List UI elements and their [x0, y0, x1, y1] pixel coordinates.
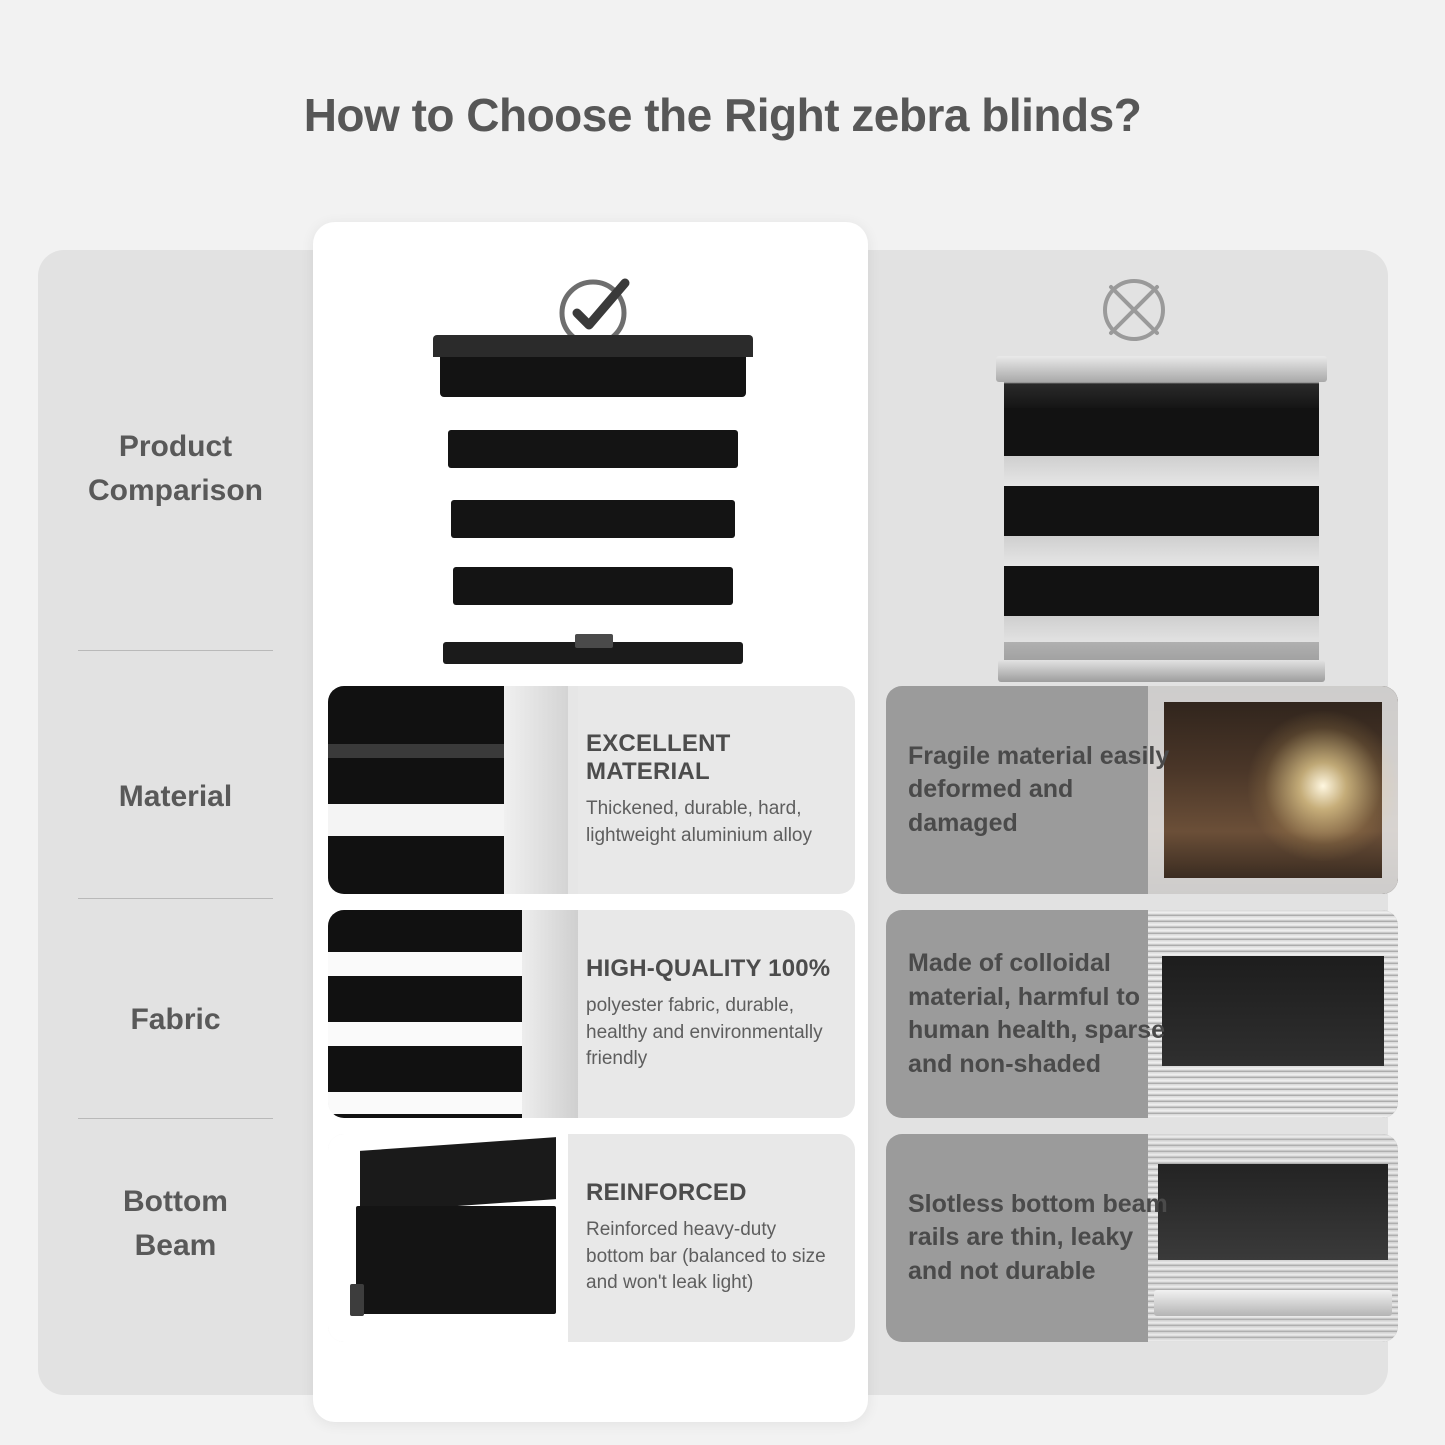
fabric-photo — [328, 910, 568, 1118]
bad-feature-card-material — [886, 686, 1398, 894]
row-label-text: Material — [118, 780, 233, 813]
feature-heading: REINFORCED — [586, 1178, 747, 1206]
label-divider-1 — [78, 650, 273, 651]
fragile-material-photo — [1148, 686, 1398, 894]
row-label-product-comparison — [38, 425, 313, 512]
window-frame — [504, 686, 568, 894]
feature-body: polyester fabric, durable, healthy and environmentally friendly — [586, 994, 823, 1070]
bottom-beam-photo — [328, 1134, 568, 1342]
headrail-top — [433, 335, 753, 357]
bottom-bar-endcap — [350, 1284, 364, 1316]
row-label-text: Bottom Beam — [123, 1185, 228, 1262]
bad-feature-text: Made of colloidal material, harmful to human health, sparse and non-shaded — [908, 949, 1166, 1078]
slotless-bottom-beam-photo — [1148, 1134, 1398, 1342]
label-divider-2 — [78, 898, 273, 899]
feature-heading: HIGH-QUALITY 100% — [586, 954, 831, 982]
good-feature-card-material — [328, 686, 855, 894]
feature-body: Reinforced heavy-duty bottom bar (balanced to size and won't leak light) — [586, 1218, 826, 1294]
blind-panel — [1158, 1164, 1388, 1260]
cross-circle-icon — [1096, 272, 1168, 344]
headrail-body — [440, 357, 746, 397]
bad-feature-card-fabric — [886, 910, 1398, 1118]
bad-feature-text: Fragile material easily deformed and damaged — [908, 741, 1170, 837]
row-label-fabric — [38, 998, 313, 1042]
row-label-text: Fabric — [130, 1003, 221, 1036]
blind-slat — [448, 430, 738, 468]
blind-slat — [453, 567, 733, 605]
bad-feature-card-bottom-beam — [886, 1134, 1398, 1342]
thin-bottom-rail — [1154, 1290, 1392, 1316]
bad-feature-text: Slotless bottom beam rails are thin, leaky and not durable — [908, 1189, 1168, 1285]
feature-body: Thickened, durable, hard, lightweight aluminium alloy — [586, 798, 812, 846]
bottom-bar-handle — [575, 634, 613, 648]
good-feature-card-fabric — [328, 910, 855, 1118]
row-label-text: Product Comparison — [87, 430, 264, 507]
label-divider-3 — [78, 1118, 273, 1119]
bottom-bar-lower — [356, 1206, 556, 1314]
row-label-bottom-beam — [38, 1180, 313, 1267]
good-feature-card-bottom-beam — [328, 1134, 855, 1342]
check-mark-icon — [553, 267, 625, 339]
blind-slat — [451, 500, 735, 538]
good-product-illustration — [393, 335, 793, 670]
bad-product-illustration — [1004, 370, 1319, 670]
feature-heading: EXCELLENT MATERIAL — [586, 730, 731, 786]
bad-bottom-rail — [998, 660, 1325, 682]
row-label-material — [38, 775, 313, 819]
bad-headrail — [996, 356, 1327, 382]
material-photo — [328, 686, 578, 894]
comparison-board — [38, 250, 1388, 1395]
row-label-column — [38, 250, 313, 1395]
bottom-bar-upper — [360, 1137, 556, 1213]
colloidal-fabric-photo — [1148, 910, 1398, 1118]
blind-panel — [1162, 956, 1384, 1066]
sun-glare — [1248, 711, 1398, 861]
page-title: How to Choose the Right zebra blinds? — [303, 89, 1142, 141]
